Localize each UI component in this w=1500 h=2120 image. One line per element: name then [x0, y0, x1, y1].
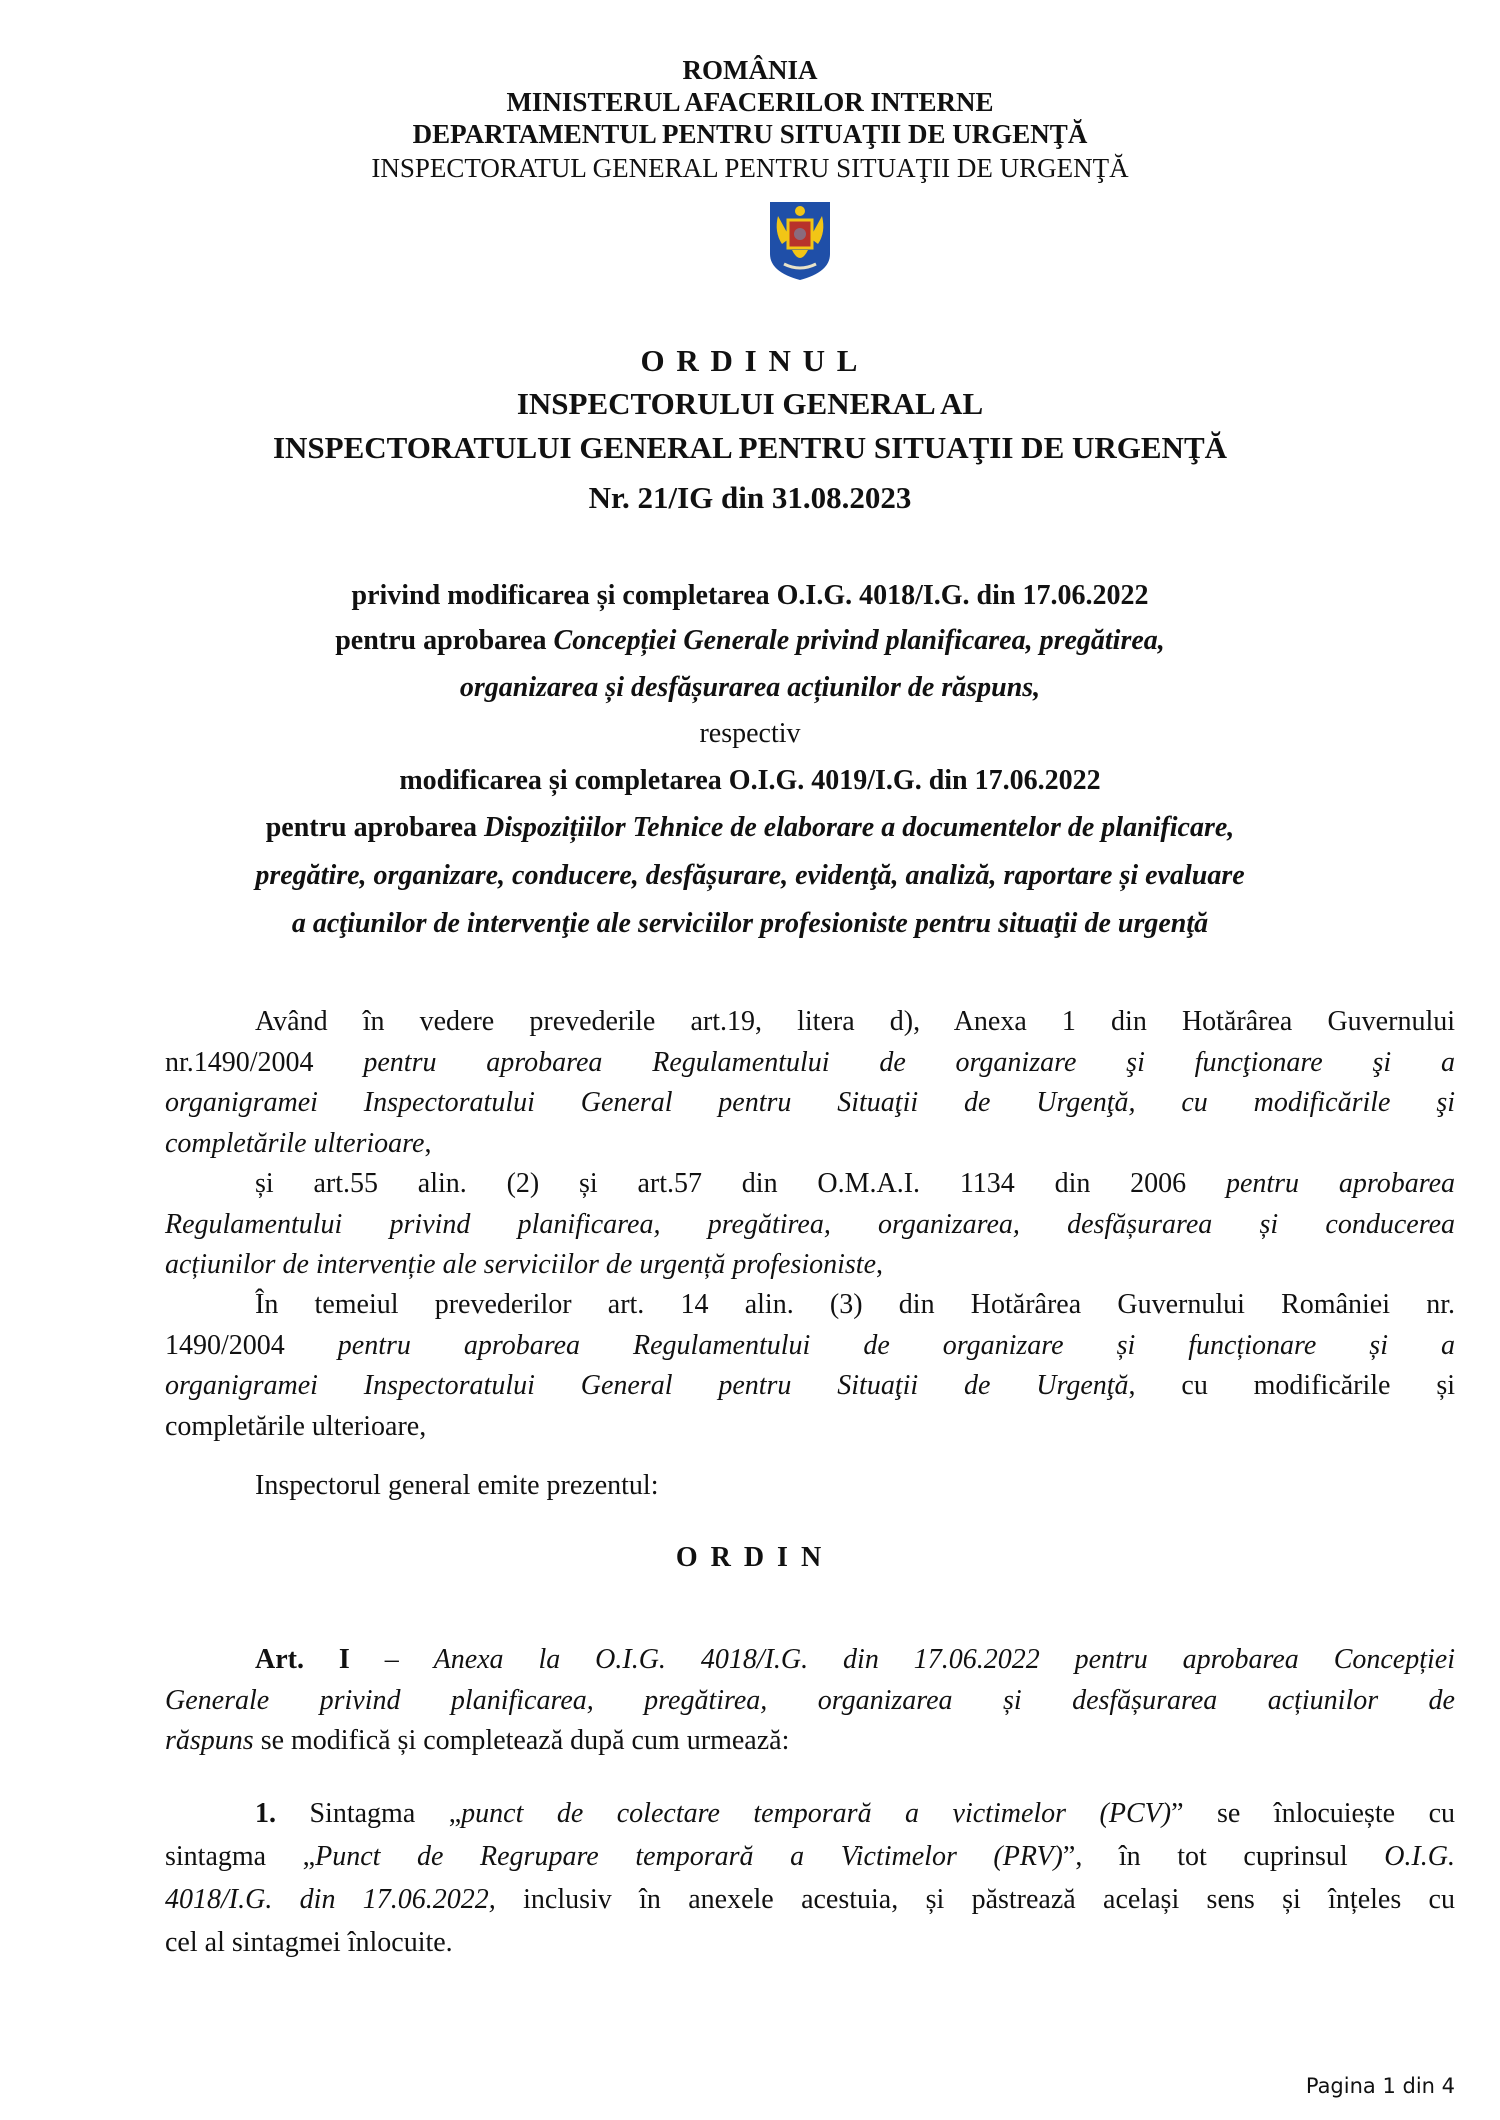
title-ordinul: O R D I N U L: [640, 343, 860, 378]
header-inspectorate: INSPECTORATUL GENERAL PENTRU SITUAŢII DE URGENŢĂ: [371, 153, 1129, 183]
subject-line7: pregătire, organizare, conducere, desfășurare, evidenţă, analiză, raportare și evaluare: [255, 860, 1245, 891]
header-country: ROMÂNIA: [682, 55, 818, 85]
preamble-paragraph-2: și art.55 alin. (2) și art.57 din O.M.A.I. 1134 din 2006 pentru aprobarea Regulamentului privind planificarea, pregătirea, organizarea, desfășurarea și conducerea acțiunilor de intervenție ale serviciilor de urgență profesioniste,: [165, 1168, 1455, 1280]
subject-line2: pentru aprobarea Concepției Generale privind planificarea, pregătirea,: [335, 625, 1165, 656]
preamble-paragraph-3: În temeiul prevederilor art. 14 alin. (3) din Hotărârea Guvernului României nr. 1490/2004 pentru aprobarea Regulamentului de organizare și funcționare și a organigramei Inspectoratului General pentru Situaţii de Urgenţă, cu modificările și completările ulterioare,: [165, 1289, 1455, 1442]
page-number: Pagina 1 din 4: [1305, 2074, 1455, 2098]
subject-line3: organizarea și desfășurarea acțiunilor de răspuns,: [459, 672, 1041, 703]
header-ministry: MINISTERUL AFACERILOR INTERNE: [506, 87, 994, 117]
order-heading: O R D I N: [675, 1542, 825, 1573]
subject-line6: pentru aprobarea Dispozițiilor Tehnice de elaborare a documentelor de planificare,: [265, 812, 1235, 843]
subject-line8: a acţiunilor de intervenţie ale serviciilor profesioniste pentru situaţii de urgenţă: [291, 908, 1209, 939]
header-department: DEPARTAMENTUL PENTRU SITUAŢII DE URGENŢĂ: [412, 119, 1088, 149]
preamble-emits: Inspectorul general emite prezentul:: [255, 1470, 659, 1501]
subject-line1: privind modificarea și completarea O.I.G. 4018/I.G. din 17.06.2022: [351, 580, 1149, 611]
article-1: Art. I – Anexa la O.I.G. 4018/I.G. din 17.06.2022 pentru aprobarea Concepției Generale privind planificarea, pregătirea, organizarea și desfășurarea acțiunilor de răspuns se modifică și completează după cum urmează:: [165, 1644, 1455, 1756]
title-line3: INSPECTORATULUI GENERAL PENTRU SITUAŢII DE URGENŢĂ: [272, 430, 1228, 465]
title-number-date: Nr. 21/IG din 31.08.2023: [588, 480, 912, 515]
romania-coat-of-arms-icon: [768, 198, 832, 282]
title-line2: INSPECTORULUI GENERAL AL: [516, 386, 984, 421]
article-1-item-1: 1. Sintagma „punct de colectare temporară a victimelor (PCV)” se înlocuiește cu sintagma „Punct de Regrupare temporară a Victimelor (PRV)”, în tot cuprinsul O.I.G. 4018/I.G. din 17.06.2022, inclusiv în anexele acestuia, și păstrează același sens și înțeles cu cel al sintagmei înlocuite.: [165, 1798, 1455, 1958]
subject-line5: modificarea și completarea O.I.G. 4019/I.G. din 17.06.2022: [399, 765, 1101, 796]
subject-respectiv: respectiv: [699, 718, 801, 749]
preamble-paragraph-1: Având în vedere prevederile art.19, litera d), Anexa 1 din Hotărârea Guvernului nr.1490/2004 pentru aprobarea Regulamentului de organizare şi funcţionare şi a organigramei Inspectoratului General pentru Situaţii de Urgenţă, cu modificările şi completările ulterioare,: [165, 1006, 1455, 1159]
